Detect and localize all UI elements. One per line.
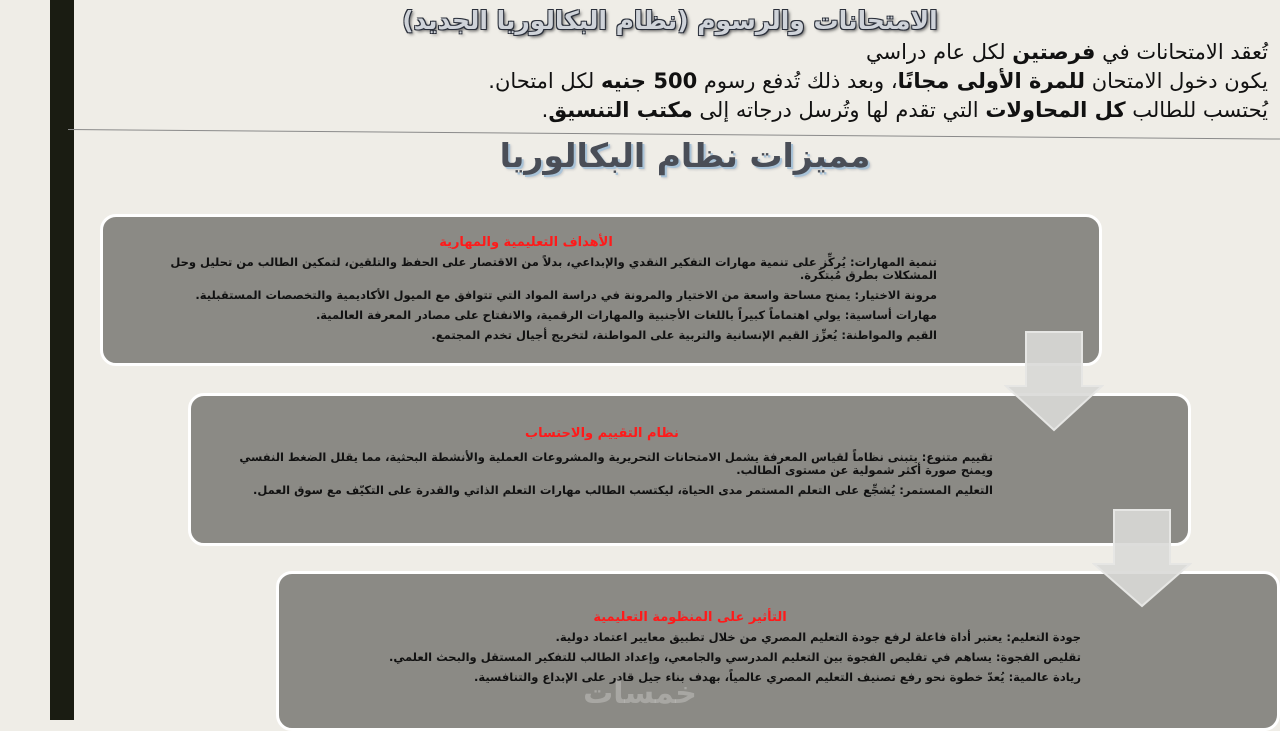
fees-text-block xyxy=(268,38,1268,125)
card-item: ريادة عالمية: يُعدّ خطوة نحو رفع تصنيف التعليم المصري عالمياً، بهدف بناء جيل قادر على الإبداع والتنافسية. xyxy=(474,670,1081,684)
card-educational-goals xyxy=(100,214,1102,366)
down-arrow-icon xyxy=(1092,508,1192,608)
card-item: مهارات أساسية: يولي اهتماماً كبيراً باللغات الأجنبية والمهارات الرقمية، والانفتاح على مصادر المعرفة العالمية. xyxy=(315,308,937,322)
card-item: جودة التعليم: يعتبر أداة فاعلة لرفع جودة التعليم المصري من خلال تطبيق معايير اعتماد دولية. xyxy=(555,630,1081,644)
fees-line-sessions: تُعقد الامتحانات في فرصتين لكل عام دراسي xyxy=(865,40,1268,64)
card-item: مرونة الاختيار: يمنح مساحة واسعة من الاختيار والمرونة في دراسة المواد التي تتوافق مع الميول الأكاديمية والتخصصات المستقبلية. xyxy=(195,288,937,302)
features-title: مميزات نظام البكالوريا xyxy=(499,136,871,175)
card-item: القيم والمواطنة: يُعزِّز القيم الإنسانية والتربية على المواطنة، لتخريج أجيال تخدم المجتمع. xyxy=(431,328,937,342)
card-item: تنمية المهارات: يُركِّز على تنمية مهارات التفكير النقدي والإبداعي، بدلاً من الاقتصار على الحفظ والتلقين، لتمكين الطالب من تحليل وحل المشكلات بطرق مُبتكَرة. xyxy=(170,255,937,282)
card-item: التعليم المستمر: يُشجِّع على التعلم المستمر مدى الحياة، ليكتسب الطالب مهارات التعلم الذاتي والقدرة على التكيّف مع سوق العمل. xyxy=(253,483,993,497)
fees-line-cost: يكون دخول الامتحان للمرة الأولى مجانًا، وبعد ذلك تُدفع رسوم 500 جنيه لكل امتحان. xyxy=(488,69,1268,93)
card-item: تقييم متنوع: يتبنى نظاماً لقياس المعرفة يشمل الامتحانات التحريرية والمشروعات العملية والأنشطة البحثية، مما يقلل الضغط النفسي ويمنح صورة أكثر شمولية عن مستوى الطالب. xyxy=(239,450,993,477)
left-accent-bar xyxy=(50,0,74,720)
fees-title: الامتحانات والرسوم (نظام البكالوريا الجديد) xyxy=(402,6,938,35)
fees-line-attempts: يُحتسب للطالب كل المحاولات التي تقدم لها وتُرسل درجاته إلى مكتب التنسيق. xyxy=(541,98,1268,122)
card-title: نظام التقييم والاحتساب xyxy=(525,426,679,441)
card-title: الأهداف التعليمية والمهارية xyxy=(439,235,613,250)
watermark-logo: خمسات xyxy=(583,676,697,711)
card-item: تقليص الفجوة: يساهم في تقليص الفجوة بين التعليم المدرسي والجامعي، وإعداد الطالب للتفكير المستقل والبحث العلمي. xyxy=(388,650,1081,664)
down-arrow-icon-overlay xyxy=(1004,330,1104,432)
card-title: التأثير على المنظومة التعليمية xyxy=(593,610,787,625)
